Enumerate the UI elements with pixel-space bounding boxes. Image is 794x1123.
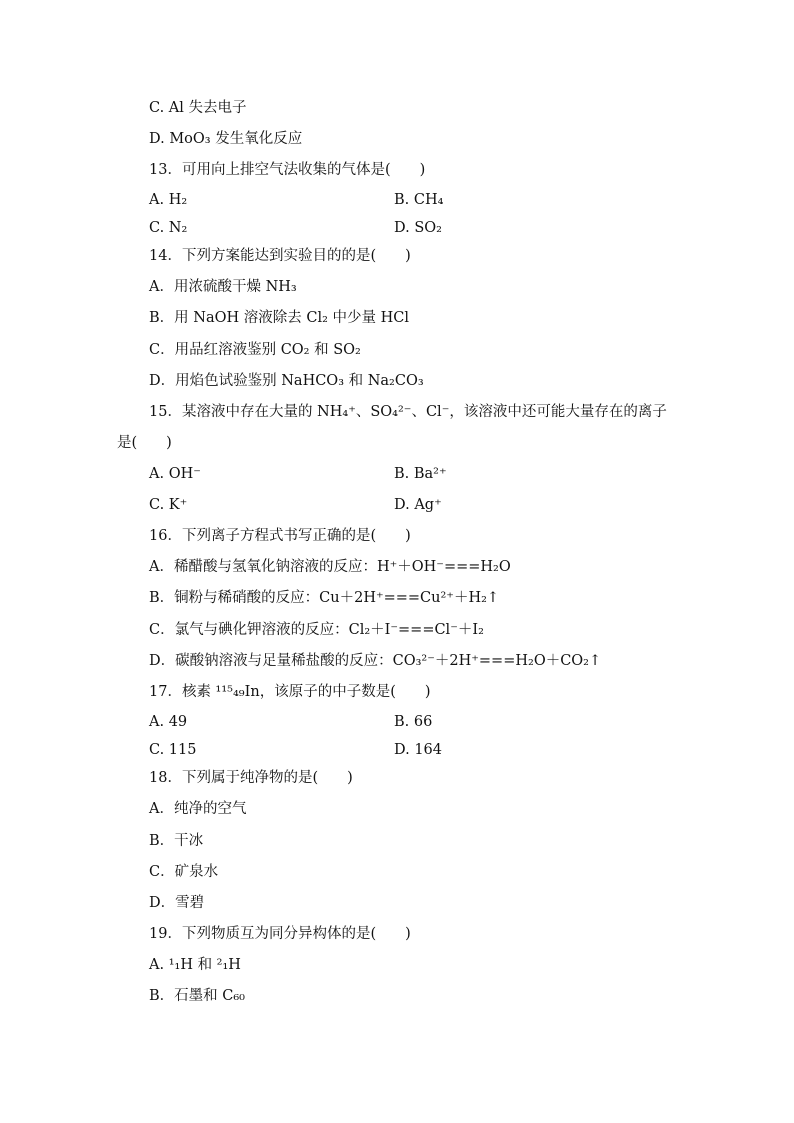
q18-option-d: D．雪碧 — [149, 895, 205, 911]
question-15-continued: 是( ) — [117, 435, 172, 451]
q15-option-c: C. K⁺ — [149, 497, 188, 513]
q19-option-a: A. ¹₁H 和 ²₁H — [149, 957, 241, 973]
q18-option-b: B．干冰 — [149, 833, 204, 849]
q18-option-c: C．矿泉水 — [149, 864, 219, 880]
q17-option-b: B. 66 — [394, 714, 433, 730]
q15-option-a: A. OH⁻ — [149, 466, 201, 482]
q17-option-a: A. 49 — [149, 714, 188, 730]
q17-option-d: D. 164 — [394, 742, 443, 758]
q13-option-a: A. H₂ — [149, 192, 188, 208]
q15-option-b: B. Ba²⁺ — [394, 466, 447, 482]
option-d-line: D. MoO₃ 发生氧化反应 — [149, 131, 303, 147]
q13-option-d: D. SO₂ — [394, 220, 442, 236]
q13-option-c: C. N₂ — [149, 220, 188, 236]
question-19: 19．下列物质互为同分异构体的是( ) — [149, 926, 411, 942]
q14-option-d: D．用焰色试验鉴别 NaHCO₃ 和 Na₂CO₃ — [149, 373, 424, 389]
question-14: 14．下列方案能达到实验目的的是( ) — [149, 248, 411, 264]
question-18: 18．下列属于纯净物的是( ) — [149, 770, 353, 786]
question-16: 16．下列离子方程式书写正确的是( ) — [149, 528, 411, 544]
question-13: 13．可用向上排空气法收集的气体是( ) — [149, 162, 426, 178]
option-c-line: C. Al 失去电子 — [149, 100, 247, 116]
q16-option-d: D．碳酸钠溶液与足量稀盐酸的反应：CO₃²⁻＋2H⁺===H₂O＋CO₂↑ — [149, 653, 602, 669]
question-15: 15．某溶液中存在大量的 NH₄⁺、SO₄²⁻、Cl⁻，该溶液中还可能大量存在的离子 — [149, 404, 667, 420]
q19-option-b: B．石墨和 C₆₀ — [149, 988, 245, 1004]
q14-option-b: B．用 NaOH 溶液除去 Cl₂ 中少量 HCl — [149, 310, 409, 326]
q16-option-a: A．稀醋酸与氢氧化钠溶液的反应：H⁺＋OH⁻===H₂O — [149, 559, 511, 575]
q13-option-b: B. CH₄ — [394, 192, 444, 208]
q17-option-c: C. 115 — [149, 742, 197, 758]
q15-option-d: D. Ag⁺ — [394, 497, 442, 513]
q16-option-b: B．铜粉与稀硝酸的反应：Cu＋2H⁺===Cu²⁺＋H₂↑ — [149, 590, 500, 606]
q14-option-a: A．用浓硫酸干燥 NH₃ — [149, 279, 297, 295]
question-17: 17．核素 ¹¹⁵₄₉In，该原子的中子数是( ) — [149, 684, 431, 700]
q14-option-c: C．用品红溶液鉴别 CO₂ 和 SO₂ — [149, 342, 361, 358]
q18-option-a: A．纯净的空气 — [149, 801, 247, 817]
q16-option-c: C．氯气与碘化钾溶液的反应：Cl₂＋I⁻===Cl⁻＋I₂ — [149, 622, 484, 638]
